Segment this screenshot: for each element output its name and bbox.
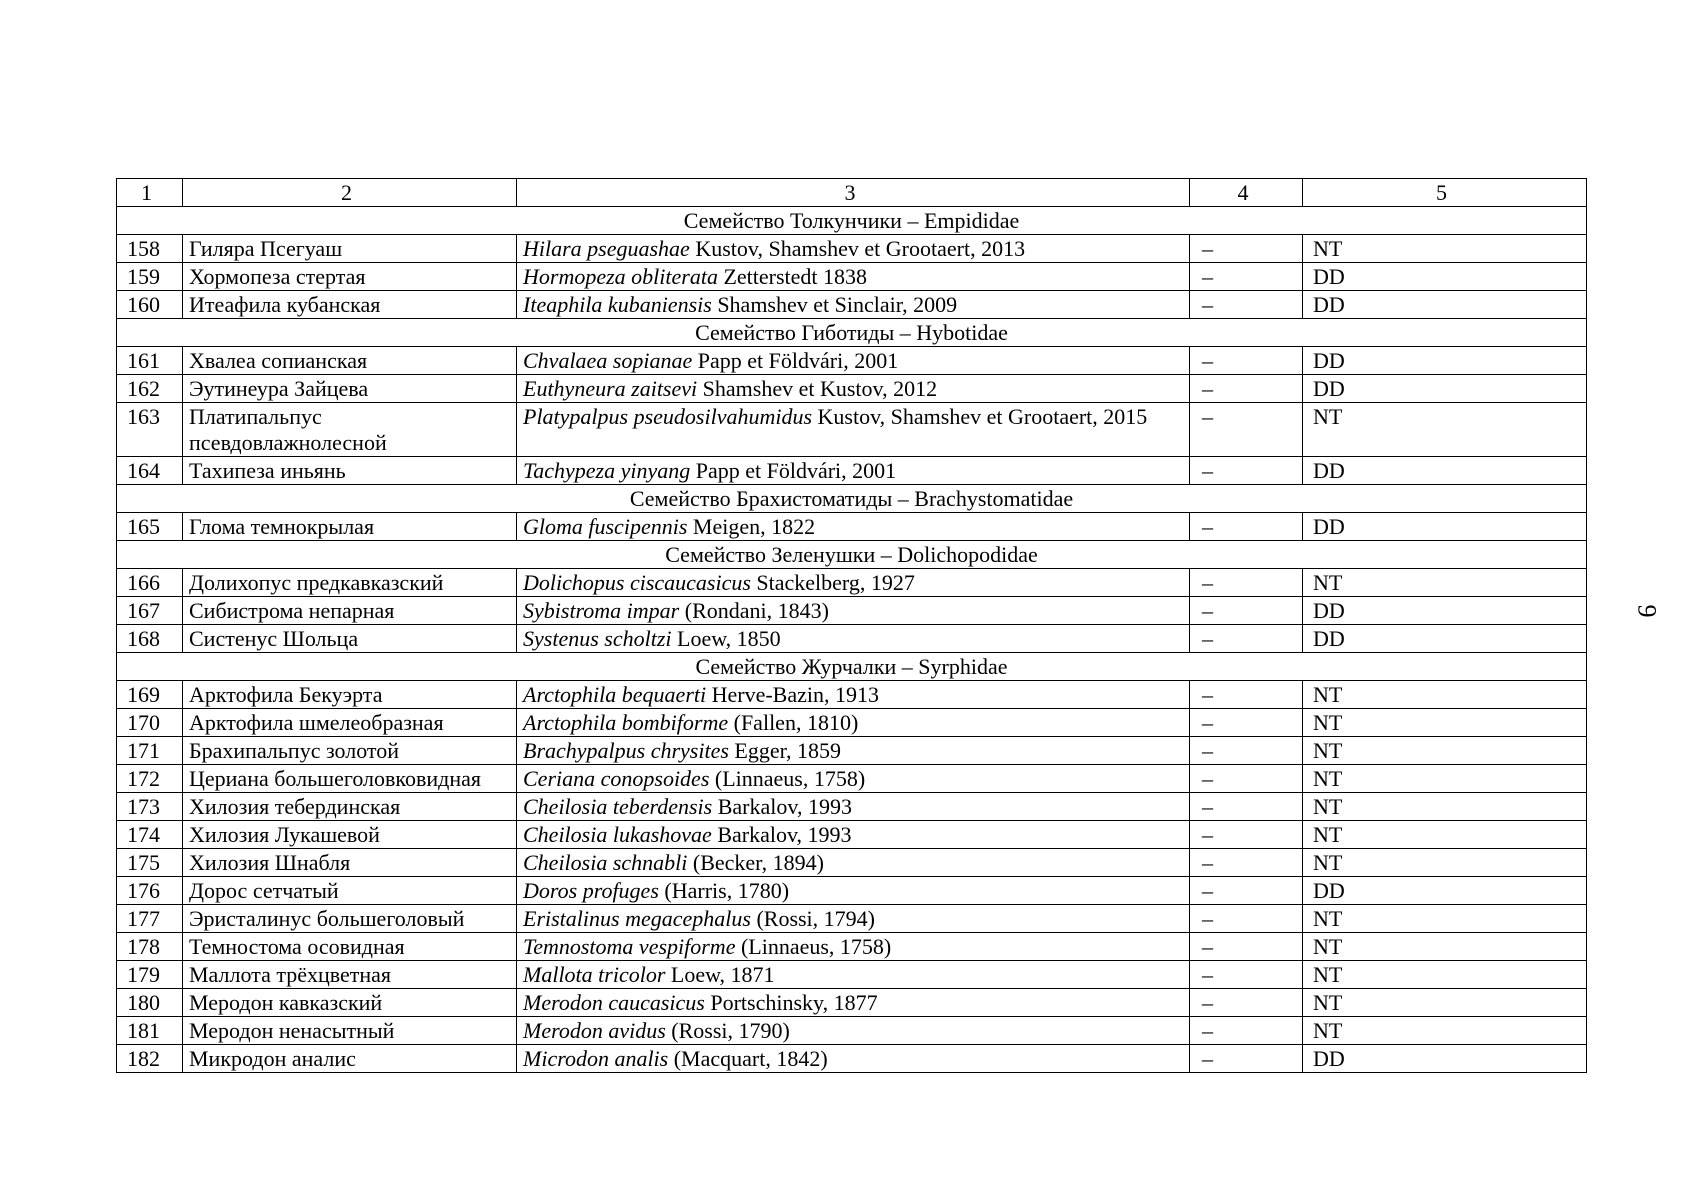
status-category: DD [1303,291,1587,319]
column-number-1: 1 [117,179,183,207]
latin-name: Ceriana conopsoides [523,766,710,791]
species-row [117,235,1587,263]
species-author: Papp et Földvári, 2001 [695,458,897,483]
russian-name: Сибистрома непарная [183,597,517,625]
species-number: 175 [117,849,183,877]
russian-name: Гиляра Псегуаш [183,235,517,263]
species-row [117,457,1587,485]
species-row [117,625,1587,653]
latin-name-cell [517,905,1190,933]
species-row [117,961,1587,989]
latin-name: Merodon caucasicus [523,990,705,1015]
column-4-value: – [1190,513,1303,541]
russian-name: Долихопус предкавказский [183,569,517,597]
species-number: 172 [117,765,183,793]
latin-name-cell [517,1017,1190,1045]
latin-name: Platypalpus pseudosilvahumidus [523,404,813,429]
column-4-value: – [1190,457,1303,485]
species-author: Kustov, Shamshev et Grootaert, 2013 [695,236,1026,261]
species-number: 168 [117,625,183,653]
column-4-value: – [1190,989,1303,1017]
latin-name-cell [517,961,1190,989]
status-category: DD [1303,457,1587,485]
species-author: (Rossi, 1794) [756,906,875,931]
russian-name: Арктофила Бекуэрта [183,681,517,709]
russian-name: Микродон аналис [183,1045,517,1073]
species-number: 182 [117,1045,183,1073]
species-author: (Becker, 1894) [692,850,824,875]
status-category: NT [1303,403,1587,457]
species-number: 164 [117,457,183,485]
species-number: 162 [117,375,183,403]
russian-name: Хилозия Лукашевой [183,821,517,849]
species-number: 174 [117,821,183,849]
russian-name: Хилозия тебердинская [183,793,517,821]
latin-name-cell [517,877,1190,905]
latin-name: Doros profuges [523,878,659,903]
column-4-value: – [1190,961,1303,989]
species-author: (Fallen, 1810) [733,710,859,735]
species-author: Shamshev et Kustov, 2012 [702,376,938,401]
latin-name-cell [517,989,1190,1017]
russian-name: Хвалеа сопианская [183,347,517,375]
status-category: DD [1303,597,1587,625]
russian-name: Цериана большеголовковидная [183,765,517,793]
status-category: NT [1303,933,1587,961]
species-author: Loew, 1871 [670,962,775,987]
russian-name: Хормопеза стертая [183,263,517,291]
species-row [117,347,1587,375]
russian-name: Дорос сетчатый [183,877,517,905]
status-category: NT [1303,905,1587,933]
column-4-value: – [1190,235,1303,263]
latin-name: Iteaphila kubaniensis [523,292,712,317]
latin-name-cell [517,597,1190,625]
species-author: (Harris, 1780) [664,878,790,903]
russian-name: Темностома осовидная [183,933,517,961]
column-4-value: – [1190,793,1303,821]
family-row [117,319,1587,347]
latin-name-cell [517,291,1190,319]
status-category: NT [1303,849,1587,877]
status-category: NT [1303,961,1587,989]
latin-name: Arctophila bequaerti [523,682,707,707]
status-category: DD [1303,375,1587,403]
latin-name: Merodon avidus [523,1018,666,1043]
species-number: 179 [117,961,183,989]
latin-name: Brachypalpus chrysites [523,738,729,763]
column-number-3: 3 [517,179,1190,207]
column-4-value: – [1190,905,1303,933]
species-row [117,905,1587,933]
column-4-value: – [1190,877,1303,905]
latin-name-cell [517,403,1190,457]
latin-name-cell [517,625,1190,653]
latin-name: Microdon analis [523,1046,669,1071]
column-4-value: – [1190,849,1303,877]
species-row [117,569,1587,597]
russian-name: Тахипеза иньянь [183,457,517,485]
species-author: Herve-Bazin, 1913 [711,682,879,707]
column-number-header-row [117,179,1587,207]
species-row [117,375,1587,403]
species-row [117,681,1587,709]
latin-name-cell [517,347,1190,375]
latin-name-cell [517,263,1190,291]
russian-name: Меродон кавказский [183,989,517,1017]
species-row [117,709,1587,737]
species-number: 177 [117,905,183,933]
russian-name: Глома темнокрылая [183,513,517,541]
species-number: 171 [117,737,183,765]
status-category: DD [1303,347,1587,375]
species-author: Shamshev et Sinclair, 2009 [717,292,958,317]
family-row [117,541,1587,569]
latin-name-cell [517,737,1190,765]
species-number: 169 [117,681,183,709]
species-number: 178 [117,933,183,961]
species-number: 159 [117,263,183,291]
species-row [117,513,1587,541]
latin-name: Arctophila bombiforme [523,710,729,735]
status-category: NT [1303,709,1587,737]
latin-name-cell [517,709,1190,737]
latin-name-cell [517,849,1190,877]
russian-name: Брахипальпус золотой [183,737,517,765]
latin-name: Systenus scholtzi [523,626,672,651]
species-number: 165 [117,513,183,541]
species-row [117,1045,1587,1073]
species-number: 176 [117,877,183,905]
species-table [116,178,1587,1073]
latin-name: Mallota tricolor [523,962,666,987]
latin-name: Tachypeza yinyang [523,458,691,483]
column-4-value: – [1190,1045,1303,1073]
species-row [117,291,1587,319]
species-author: Portschinsky, 1877 [710,990,878,1015]
column-number-4: 4 [1190,179,1303,207]
status-category: NT [1303,765,1587,793]
russian-name: Итеафила кубанская [183,291,517,319]
column-4-value: – [1190,933,1303,961]
column-4-value: – [1190,375,1303,403]
russian-name: Маллота трёхцветная [183,961,517,989]
latin-name: Hilara pseguashae [523,236,690,261]
species-author: Kustov, Shamshev et Grootaert, 2015 [817,404,1148,429]
latin-name: Gloma fuscipennis [523,514,688,539]
species-number: 180 [117,989,183,1017]
family-name: Семейство Зеленушки – Dolichopodidae [117,541,1587,569]
latin-name: Dolichopus ciscaucasicus [523,570,751,595]
species-row [117,821,1587,849]
latin-name-cell [517,513,1190,541]
status-category: NT [1303,235,1587,263]
latin-name: Temnostoma vespiforme [523,934,736,959]
latin-name-cell [517,375,1190,403]
species-author: (Linnaeus, 1758) [714,766,866,791]
species-number: 163 [117,403,183,457]
russian-name: Эристалинус большеголовый [183,905,517,933]
column-4-value: – [1190,347,1303,375]
status-category: NT [1303,989,1587,1017]
species-number: 166 [117,569,183,597]
family-name: Семейство Журчалки – Syrphidae [117,653,1587,681]
family-name: Семейство Брахистоматиды – Brachystomatidae [117,485,1587,513]
family-name: Семейство Гиботиды – Hybotidae [117,319,1587,347]
russian-name: Хилозия Шнабля [183,849,517,877]
species-author: Zetterstedt 1838 [723,264,868,289]
column-4-value: – [1190,737,1303,765]
species-row [117,597,1587,625]
latin-name-cell [517,765,1190,793]
latin-name: Sybistroma impar [523,598,680,623]
species-author: Papp et Földvári, 2001 [697,348,899,373]
species-table-body [117,179,1587,1073]
status-category: DD [1303,625,1587,653]
status-category: NT [1303,737,1587,765]
latin-name-cell [517,1045,1190,1073]
column-4-value: – [1190,625,1303,653]
status-category: NT [1303,793,1587,821]
latin-name: Hormopeza obliterata [523,264,718,289]
species-number: 167 [117,597,183,625]
family-row [117,207,1587,235]
status-category: NT [1303,821,1587,849]
column-4-value: – [1190,569,1303,597]
latin-name-cell [517,569,1190,597]
species-row [117,765,1587,793]
species-number: 170 [117,709,183,737]
latin-name: Chvalaea sopianae [523,348,693,373]
family-name: Семейство Толкунчики – Empididae [117,207,1587,235]
family-row [117,485,1587,513]
russian-name: Платипальпус псевдовлажнолесной [183,403,517,457]
latin-name-cell [517,235,1190,263]
status-category: DD [1303,513,1587,541]
species-row [117,263,1587,291]
species-row [117,849,1587,877]
column-4-value: – [1190,403,1303,457]
species-author: Meigen, 1822 [692,514,816,539]
species-number: 158 [117,235,183,263]
status-category: NT [1303,681,1587,709]
russian-name: Систенус Шольца [183,625,517,653]
status-category: NT [1303,569,1587,597]
species-number: 173 [117,793,183,821]
species-row [117,737,1587,765]
latin-name-cell [517,457,1190,485]
species-author: Stackelberg, 1927 [756,570,915,595]
species-author: (Linnaeus, 1758) [740,934,892,959]
species-author: Barkalov, 1993 [717,822,852,847]
latin-name: Cheilosia lukashovae [523,822,712,847]
species-row [117,989,1587,1017]
species-author: (Rondani, 1843) [684,598,829,623]
column-4-value: – [1190,263,1303,291]
column-4-value: – [1190,709,1303,737]
species-number: 160 [117,291,183,319]
column-4-value: – [1190,1017,1303,1045]
column-4-value: – [1190,765,1303,793]
species-author: Barkalov, 1993 [717,794,852,819]
russian-name: Эутинеура Зайцева [183,375,517,403]
species-row [117,933,1587,961]
column-4-value: – [1190,681,1303,709]
latin-name-cell [517,821,1190,849]
status-category: NT [1303,1017,1587,1045]
species-author: (Macquart, 1842) [673,1046,828,1071]
latin-name-cell [517,793,1190,821]
column-4-value: – [1190,597,1303,625]
species-number: 181 [117,1017,183,1045]
latin-name: Cheilosia schnabli [523,850,688,875]
species-row [117,403,1587,457]
latin-name: Euthyneura zaitsevi [523,376,698,401]
latin-name-cell [517,681,1190,709]
status-category: DD [1303,877,1587,905]
russian-name: Арктофила шмелеобразная [183,709,517,737]
column-number-5: 5 [1303,179,1587,207]
status-category: DD [1303,1045,1587,1073]
species-row [117,877,1587,905]
page-number: 9 [1632,604,1662,618]
status-category: DD [1303,263,1587,291]
species-row [117,793,1587,821]
species-author: Egger, 1859 [734,738,842,763]
latin-name-cell [517,933,1190,961]
column-4-value: – [1190,291,1303,319]
species-number: 161 [117,347,183,375]
latin-name: Cheilosia teberdensis [523,794,713,819]
species-row [117,1017,1587,1045]
family-row [117,653,1587,681]
column-number-2: 2 [183,179,517,207]
species-author: Loew, 1850 [677,626,781,651]
species-author: (Rossi, 1790) [671,1018,790,1043]
russian-name: Меродон ненасытный [183,1017,517,1045]
column-4-value: – [1190,821,1303,849]
latin-name: Eristalinus megacephalus [523,906,751,931]
